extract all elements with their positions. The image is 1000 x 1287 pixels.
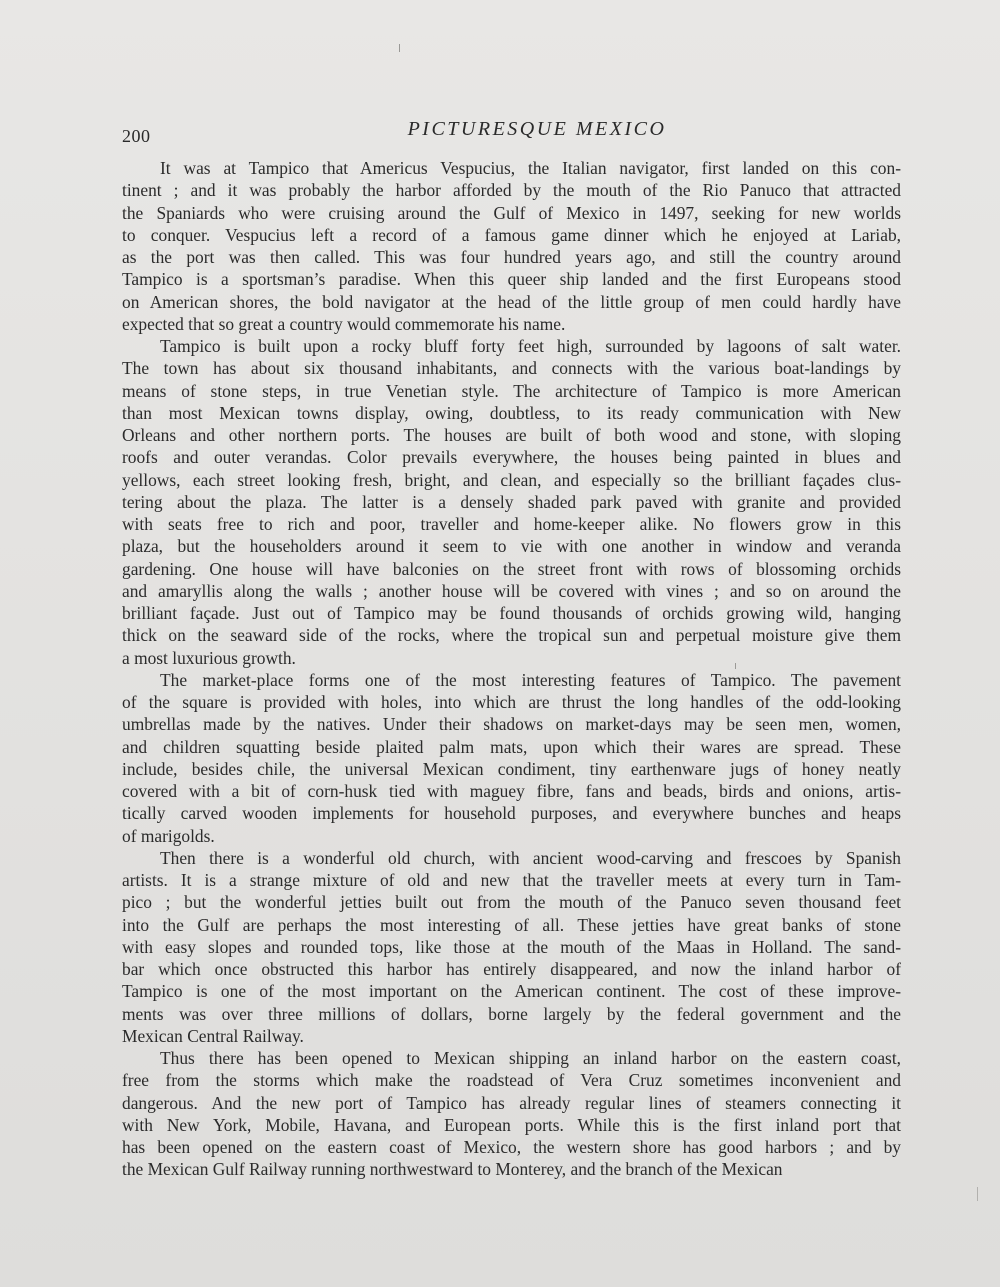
text-line: and children squatting beside plaited palm mats, upon which their wares are spread. These xyxy=(122,736,901,757)
text-line: plaza, but the householders around it seem to vie with one another in window and veranda xyxy=(122,536,901,557)
paper-speck xyxy=(977,1187,978,1201)
page-number: 200 xyxy=(122,126,151,146)
paragraph xyxy=(122,669,901,847)
text-line: of the square is provided with holes, into which are thrust the long handles of the odd-looking xyxy=(122,692,901,712)
paper-speck xyxy=(399,44,400,52)
text-line: Tampico is built upon a rocky bluff forty feet high, surrounded by lagoons of salt water. xyxy=(160,336,901,356)
text-line: into the Gulf are perhaps the most interesting of all. These jetties have great banks of stone xyxy=(122,914,901,935)
text-line: the Spaniards who were cruising around the Gulf of Mexico in 1497, seeking for new worlds xyxy=(122,202,901,223)
paragraph xyxy=(122,1047,901,1181)
text-line: tinent ; and it was probably the harbor afforded by the mouth of the Rio Panuco that attracted xyxy=(122,180,901,201)
text-line: pico ; but the wonderful jetties built out from the mouth of the Panuco seven thousand feet xyxy=(122,892,901,913)
text-line: Mexican Central Railway. xyxy=(122,1025,304,1046)
text-line: ments was over three millions of dollars, borne largely by the federal government and the xyxy=(122,1003,901,1024)
text-line: brilliant façade. Just out of Tampico may be found thousands of orchids growing wild, hanging xyxy=(122,603,901,623)
text-line: tically carved wooden implements for household purposes, and everywhere bunches and heaps xyxy=(122,803,901,824)
text-line: yellows, each street looking fresh, bright, and clean, and especially so the brilliant façades clus- xyxy=(122,469,901,490)
text-line: The market-place forms one of the most interesting features of Tampico. The pavement xyxy=(160,669,901,690)
book-title: PICTURESQUE MEXICO xyxy=(407,118,667,140)
text-line: to conquer. Vespucius left a record of a famous game dinner which he enjoyed at Lariab, xyxy=(122,224,901,245)
text-line: gardening. One house will have balconies on the street front with rows of blossoming orchids xyxy=(122,558,901,579)
text-line: has been opened on the eastern coast of Mexico, the western shore has good harbors ; and by xyxy=(122,1137,901,1157)
paragraph xyxy=(122,157,901,335)
paragraph xyxy=(122,847,901,1047)
text-line: expected that so great a country would commemorate his name. xyxy=(122,313,566,334)
text-line: with easy slopes and rounded tops, like those at the mouth of the Maas in Holland. The sand- xyxy=(122,936,901,957)
body-text xyxy=(122,157,901,1181)
text-line: It was at Tampico that Americus Vespucius, the Italian navigator, first landed on this con- xyxy=(160,158,901,178)
text-line: free from the storms which make the roadstead of Vera Cruz sometimes inconvenient and xyxy=(122,1070,901,1091)
text-line: with seats free to rich and poor, traveller and home-keeper alike. No flowers grow in this xyxy=(122,514,901,534)
running-head xyxy=(122,118,902,148)
text-line: than most Mexican towns display, owing, doubtless, to its ready communication with New xyxy=(122,402,901,423)
text-line: the Mexican Gulf Railway running northwestward to Monterey, and the branch of the Mexican xyxy=(122,1159,783,1180)
text-line: Tampico is a sportsman’s paradise. When this queer ship landed and the first Europeans stood xyxy=(122,269,901,290)
text-line: include, besides chile, the universal Mexican condiment, tiny earthenware jugs of honey neatly xyxy=(122,758,901,779)
text-line: on American shores, the bold navigator at the head of the little group of men could hardly have xyxy=(122,291,901,312)
text-line: as the port was then called. This was four hundred years ago, and still the country around xyxy=(122,247,901,267)
text-line: covered with a bit of corn-husk tied with maguey fibre, fans and beads, birds and onions, artis- xyxy=(122,781,901,801)
text-line: umbrellas made by the natives. Under their shadows on market-days may be seen men, women, xyxy=(122,714,901,735)
text-line: with New York, Mobile, Havana, and European ports. While this is the first inland port that xyxy=(122,1114,901,1135)
text-line: thick on the seaward side of the rocks, where the tropical sun and perpetual moisture give them xyxy=(122,625,901,646)
paragraph xyxy=(122,335,901,669)
text-line: means of stone steps, in true Venetian style. The architecture of Tampico is more American xyxy=(122,380,901,401)
text-line: Thus there has been opened to Mexican shipping an inland harbor on the eastern coast, xyxy=(160,1048,901,1068)
text-line: Then there is a wonderful old church, with ancient wood-carving and frescoes by Spanish xyxy=(160,847,901,868)
text-line: Orleans and other northern ports. The houses are built of both wood and stone, with sloping xyxy=(122,425,901,445)
text-line: of marigolds. xyxy=(122,825,215,846)
text-line: artists. It is a strange mixture of old and new that the traveller meets at every turn in Tam- xyxy=(122,870,901,890)
text-line: dangerous. And the new port of Tampico has already regular lines of steamers connecting it xyxy=(122,1092,901,1113)
text-line: a most luxurious growth. xyxy=(122,647,296,668)
text-line: The town has about six thousand inhabitants, and connects with the various boat-landings by xyxy=(122,358,901,379)
text-line: bar which once obstructed this harbor has entirely disappeared, and now the inland harbor of xyxy=(122,959,901,979)
text-line: tering about the plaza. The latter is a densely shaded park paved with granite and provided xyxy=(122,491,901,512)
text-line: and amaryllis along the walls ; another house will be covered with vines ; and so on around the xyxy=(122,580,901,601)
text-line: Tampico is one of the most important on the American continent. The cost of these improve- xyxy=(122,981,901,1002)
text-line: roofs and outer verandas. Color prevails everywhere, the houses being painted in blues and xyxy=(122,447,901,468)
